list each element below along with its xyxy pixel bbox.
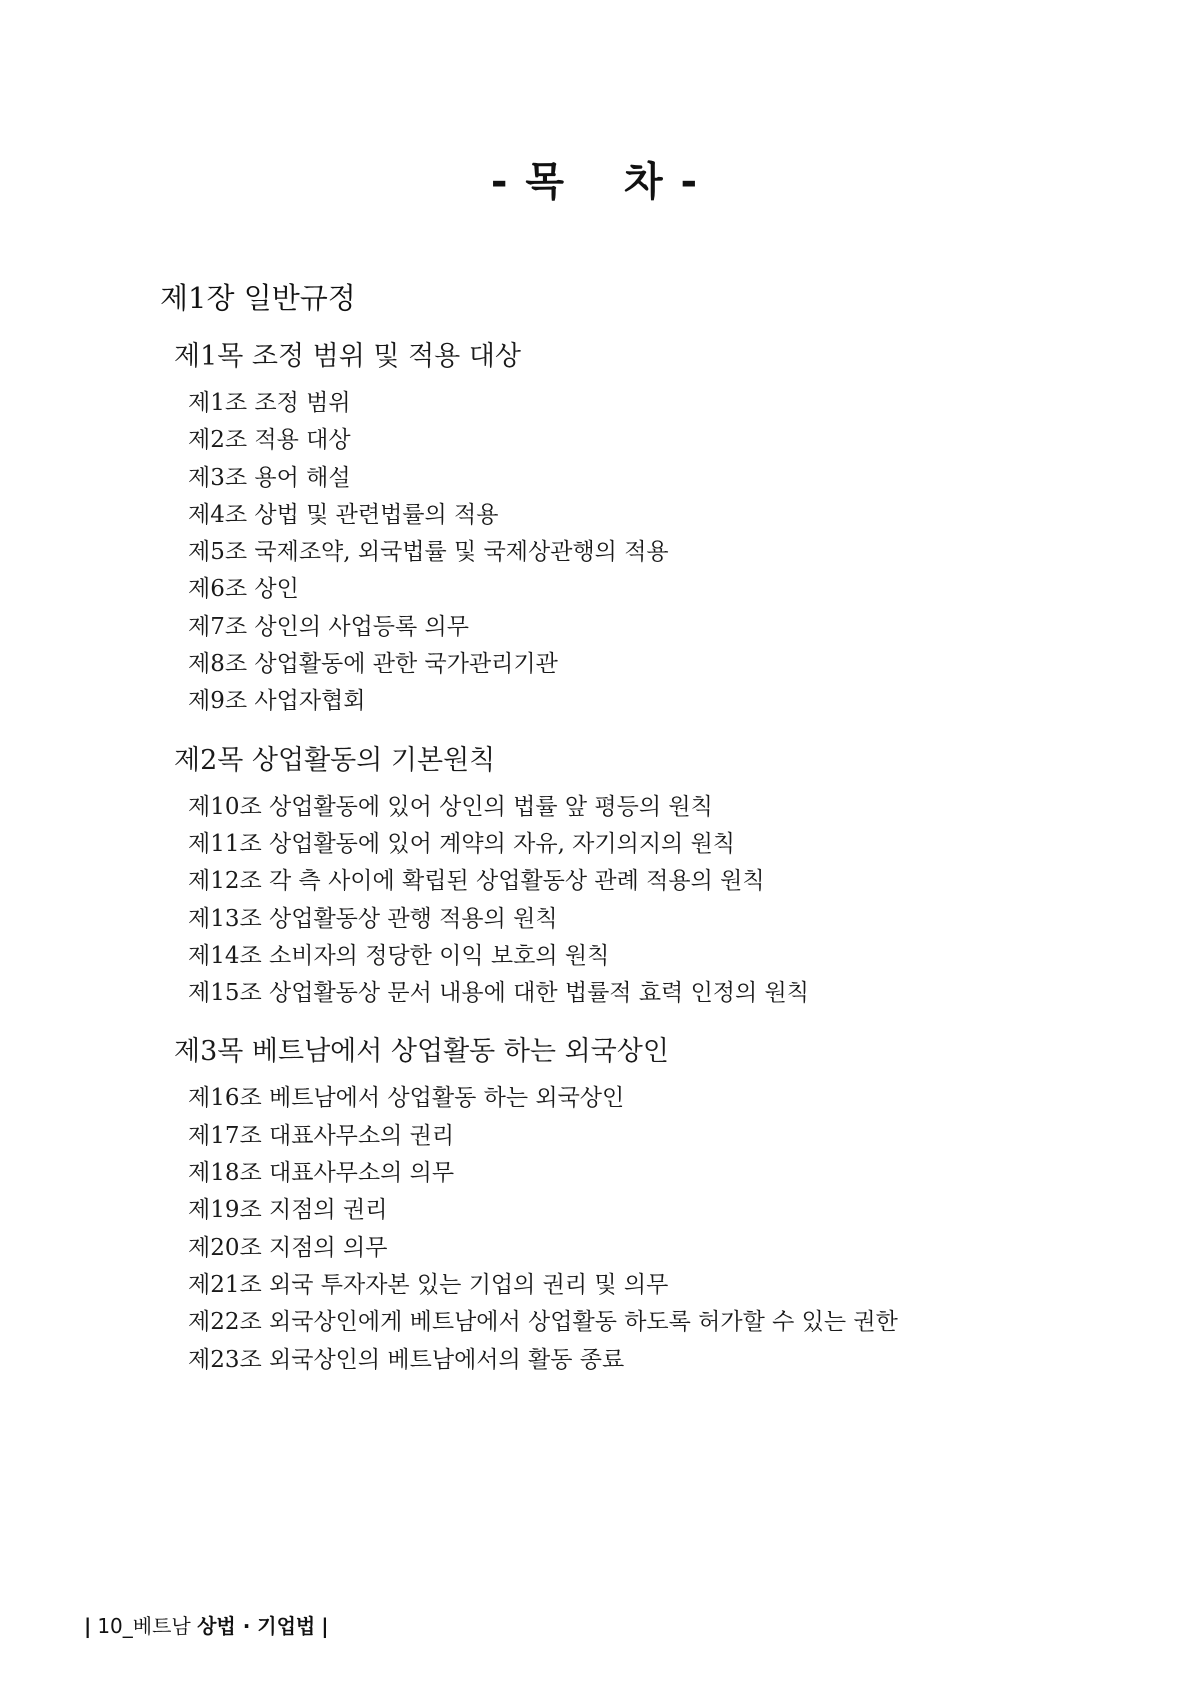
table-of-contents — [174, 337, 1134, 1399]
article-item: 제1조 조정 범위 — [188, 390, 351, 416]
article-item: 제5조 국제조약, 외국법률 및 국제상관행의 적용 — [188, 539, 669, 566]
article-item: 제20조 지점의 의무 — [188, 1234, 388, 1261]
article-item: 제17조 대표사무소의 권리 — [188, 1122, 455, 1149]
page-footer — [78, 1610, 335, 1639]
chapter-heading: 제1장 일반규정 — [160, 281, 356, 315]
article-item: 제3조 용어 해설 — [188, 464, 351, 491]
footer-book-title: 상법 · 기업법 — [197, 1614, 316, 1638]
article-item: 제14조 소비자의 정당한 이익 보호의 원칙 — [188, 942, 610, 969]
section-heading: 제2목 상업활동의 기본원칙 — [174, 744, 496, 776]
article-item: 제4조 상법 및 관련법률의 적용 — [188, 501, 499, 528]
page-title: - 목 차 - — [490, 159, 700, 205]
article-item: 제19조 지점의 권리 — [188, 1197, 388, 1224]
footer-book-prefix: _베트남 — [122, 1614, 198, 1638]
article-item: 제11조 상업활동에 있어 계약의 자유, 자기의지의 원칙 — [188, 830, 736, 857]
article-item: 제21조 외국 투자자본 있는 기업의 권리 및 의무 — [188, 1271, 669, 1298]
section-heading: 제1목 조정 범위 및 적용 대상 — [174, 341, 521, 372]
article-item: 제22조 외국상인에게 베트남에서 상업활동 하도록 허가할 수 있는 권한 — [188, 1309, 898, 1336]
article-item: 제10조 상업활동에 있어 상인의 법률 앞 평등의 원칙 — [188, 793, 713, 820]
toc-group-2 — [174, 741, 1134, 1013]
footer-divider: | — [84, 1614, 92, 1638]
article-item: 제9조 사업자협회 — [188, 688, 366, 715]
article-item: 제15조 상업활동상 문서 내용에 대한 법률적 효력 인정의 원칙 — [188, 980, 809, 1007]
article-item: 제23조 외국상인의 베트남에서의 활동 종료 — [188, 1346, 625, 1373]
footer-divider: | — [321, 1614, 329, 1638]
section-heading: 제3목 베트남에서 상업활동 하는 외국상인 — [174, 1036, 669, 1068]
article-item: 제16조 베트남에서 상업활동 하는 외국상인 — [188, 1085, 625, 1112]
toc-group-1 — [174, 337, 1134, 721]
article-item: 제7조 상인의 사업등록 의무 — [188, 613, 469, 640]
article-item: 제18조 대표사무소의 의무 — [188, 1160, 455, 1187]
article-item: 제13조 상업활동상 관행 적용의 원칙 — [188, 905, 558, 932]
toc-group-3 — [174, 1032, 1134, 1378]
page-number: 10 — [97, 1614, 123, 1638]
article-item: 제8조 상업활동에 관한 국가관리기관 — [188, 651, 558, 678]
article-item: 제2조 적용 대상 — [188, 427, 351, 454]
article-item: 제6조 상인 — [188, 576, 299, 603]
article-item: 제12조 각 측 사이에 확립된 상업활동상 관례 적용의 원칙 — [188, 868, 765, 895]
